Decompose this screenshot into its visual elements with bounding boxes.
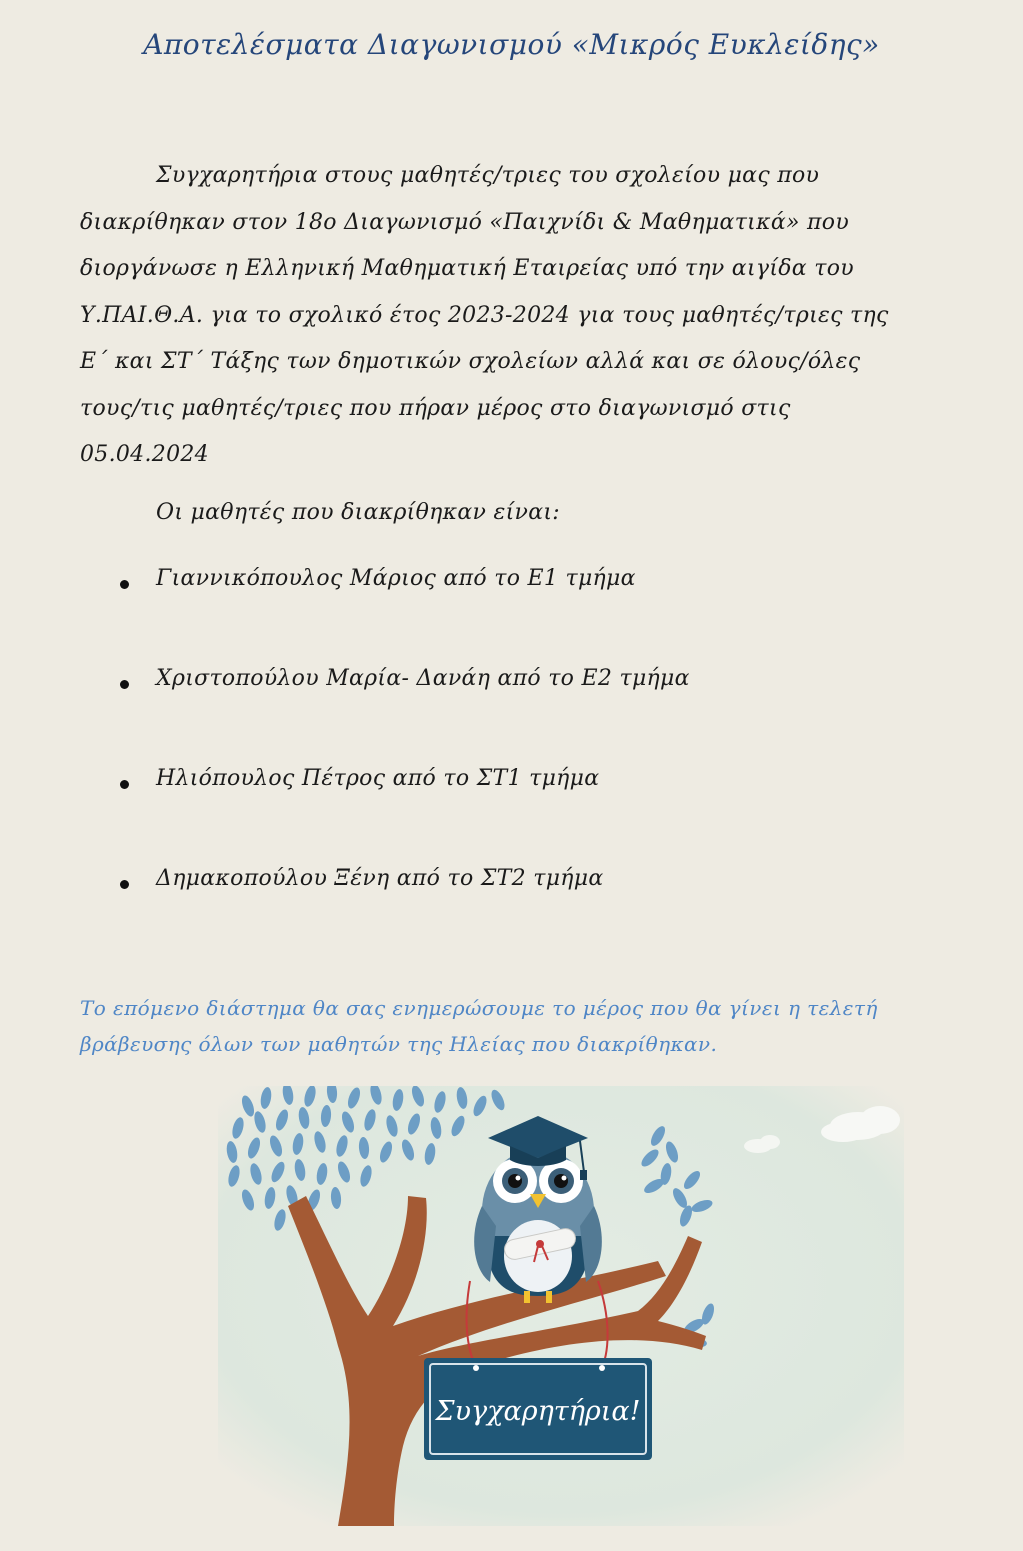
student-name: Γιαννικόπουλος Μάριος από το Ε1 τμήμα — [156, 566, 636, 591]
list-item — [110, 866, 910, 966]
congratulations-illustration — [218, 1086, 904, 1526]
bullet-icon — [120, 580, 129, 589]
bullet-icon — [120, 680, 129, 689]
congratulations-sign — [424, 1358, 652, 1460]
student-name: Χριστοπούλου Μαρία- Δανάη από το Ε2 τμήμα — [156, 666, 690, 691]
list-item — [110, 766, 910, 866]
winners-list — [110, 566, 910, 966]
page-title: Αποτελέσματα Διαγωνισμού «Μικρός Ευκλείδης» — [143, 28, 880, 61]
list-item — [110, 666, 910, 766]
award-ceremony-note: Το επόμενο διάστημα θα σας ενημερώσουμε το μέρος που θα γίνει η τελετή βράβευσης όλων των μαθητών της Ηλείας που διακρίθηκαν. — [80, 996, 878, 1056]
student-name: Ηλιόπουλος Πέτρος από το ΣΤ1 τμήμα — [156, 766, 600, 791]
winners-lead: Οι μαθητές που διακρίθηκαν είναι: — [156, 500, 560, 525]
intro-paragraph: Συγχαρητήρια στους μαθητές/τριες του σχολείου μας που διακρίθηκαν στον 18ο Διαγωνισμό «Παιχνίδι & Μαθηματικά» που διοργάνωσε η Ελληνική Μαθηματική Εταιρείας υπό την αιγίδα του Υ.ΠΑΙ.Θ.Α. για το σχολικό έτος 2023-2024 για τους μαθητές/τριες της Ε΄ και ΣΤ΄ Τάξης των δημοτικών σχολείων αλλά και σε όλους/όλες τους/τις μαθητές/τριες που πήραν μέρος στο διαγωνισμό στις 05.04.2024 — [80, 163, 889, 467]
bullet-icon — [120, 880, 129, 889]
list-item — [110, 566, 910, 666]
sign-text: Συγχαρητήρια! — [435, 1396, 641, 1427]
owl-on-tree-picture — [218, 1086, 904, 1526]
student-name: Δημακοπούλου Ξένη από το ΣΤ2 τμήμα — [156, 866, 604, 891]
bullet-icon — [120, 780, 129, 789]
